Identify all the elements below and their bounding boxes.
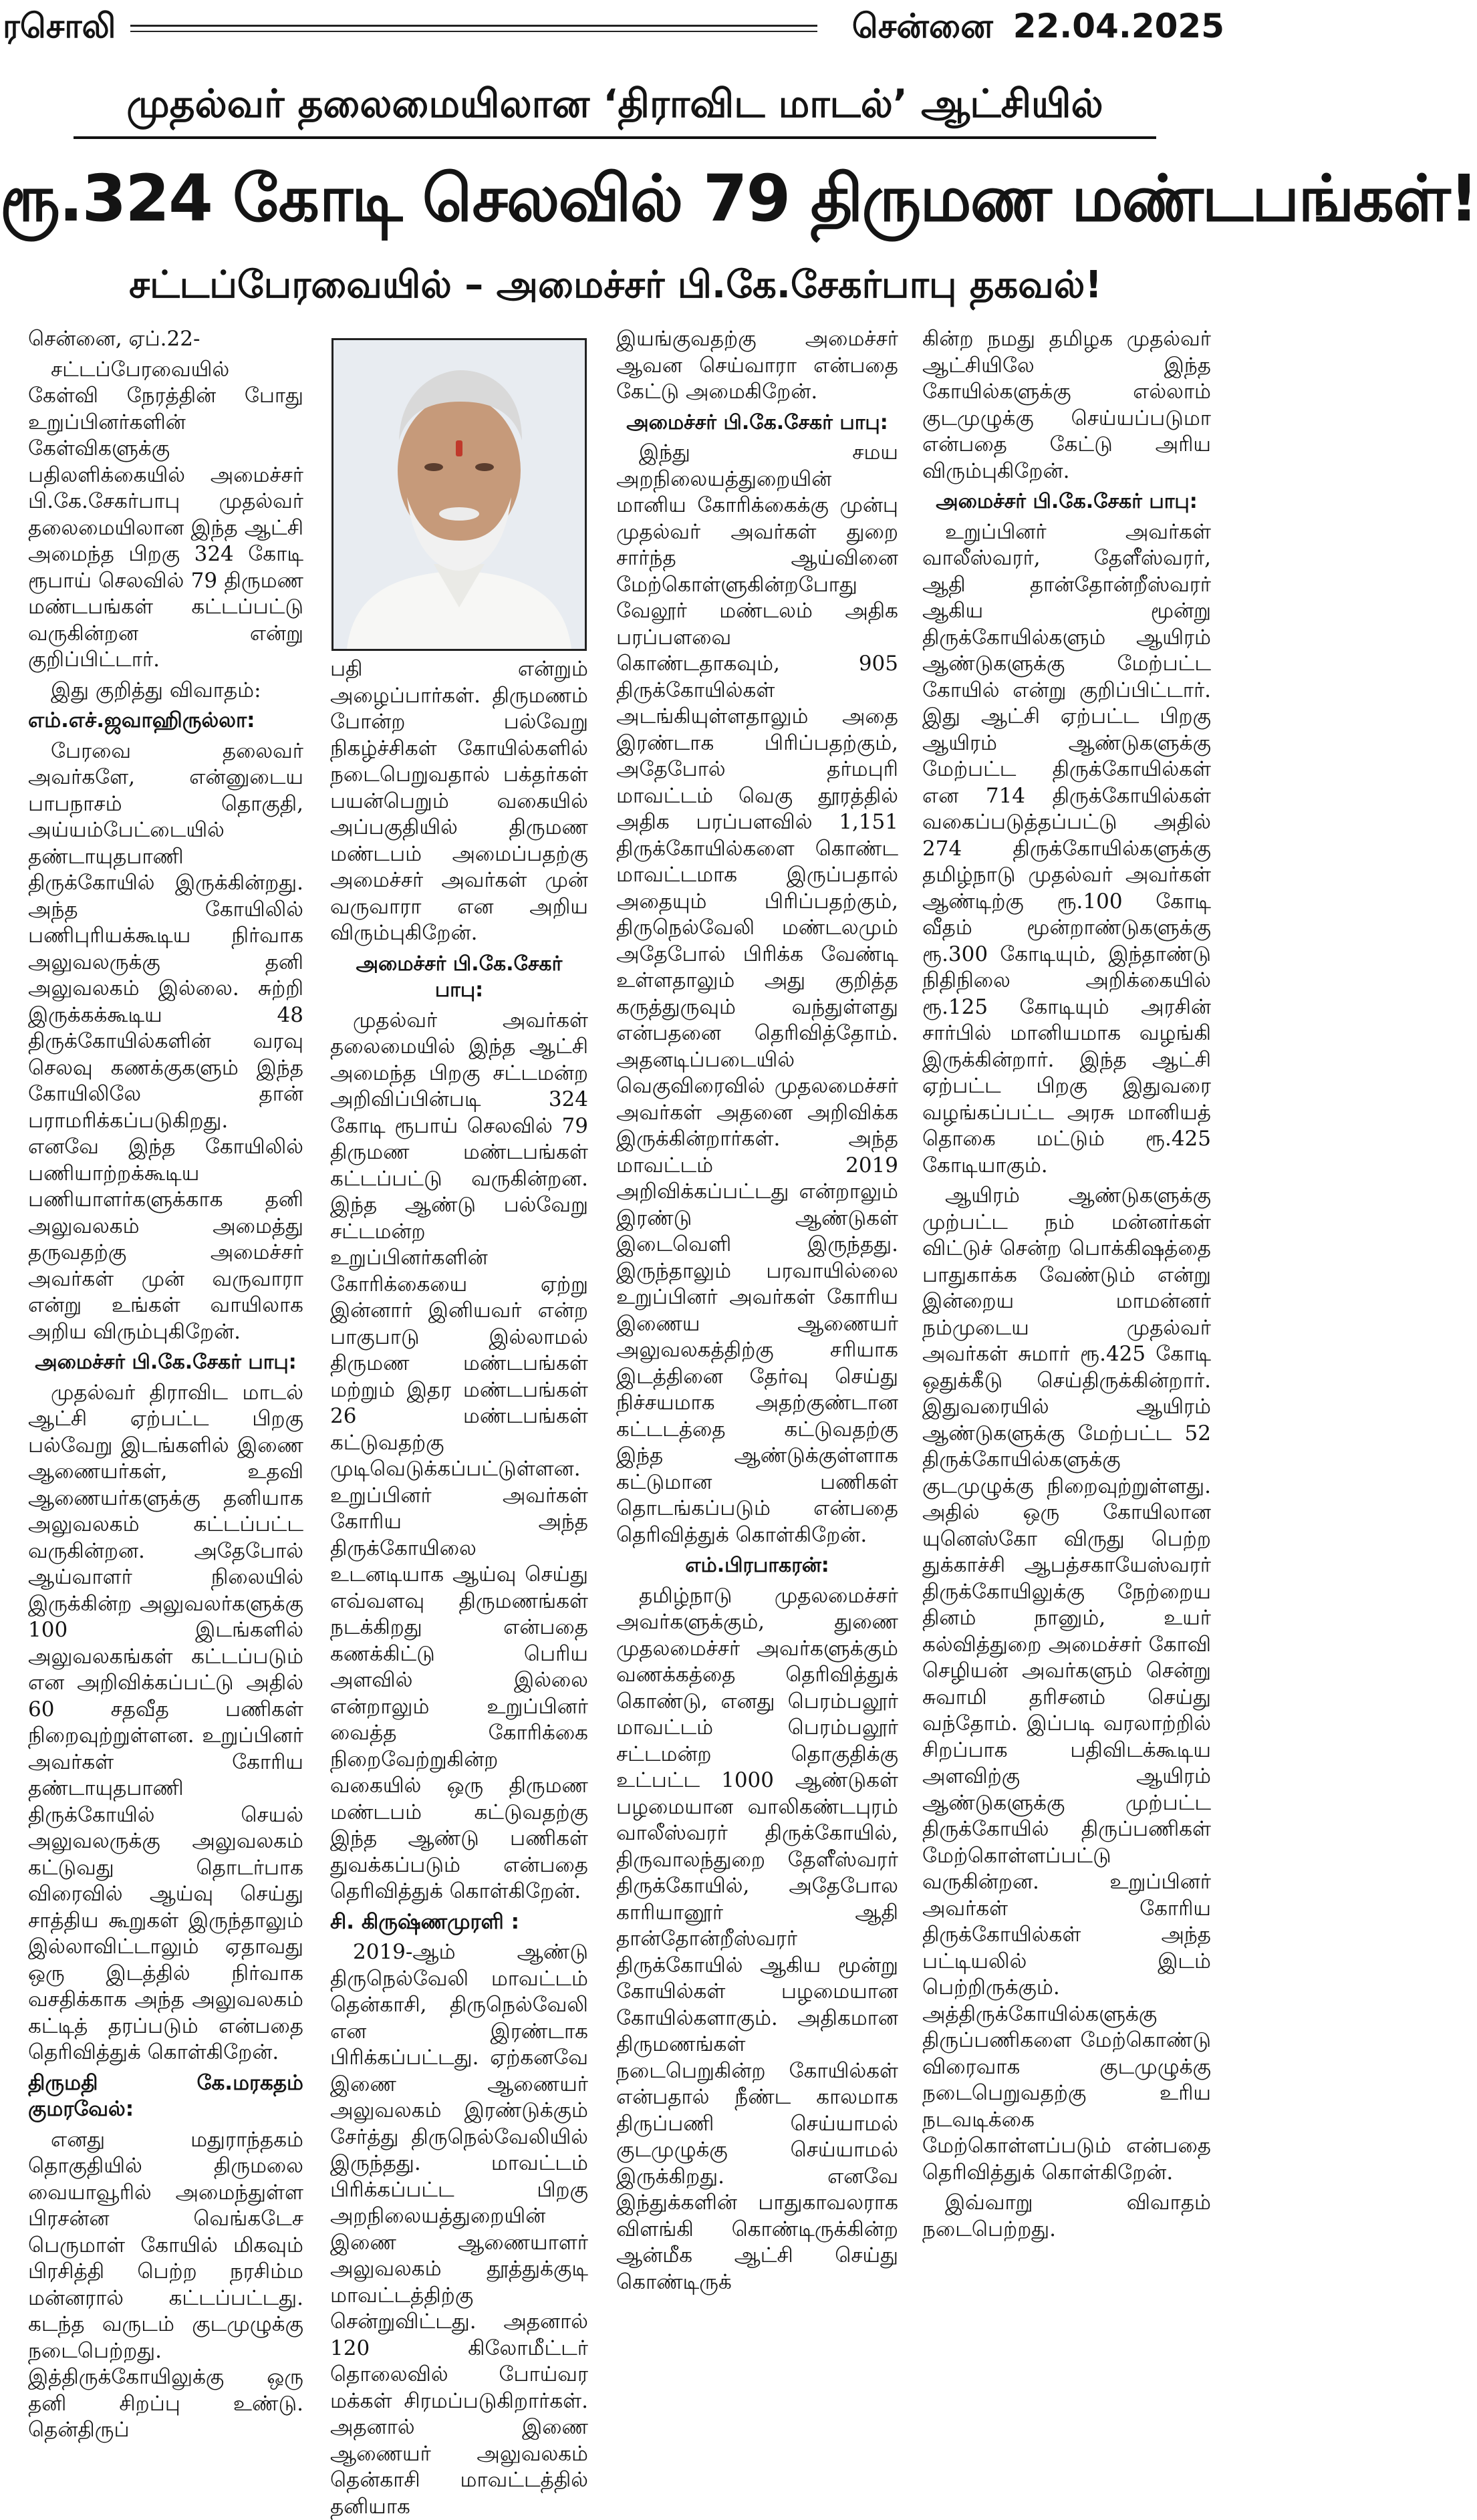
speaker-name: எம்.எச்.ஜவாஹிருல்லா: <box>28 708 255 732</box>
paragraph: உறுப்பினர் அவர்கள் வாலீஸ்வரர், தேளீஸ்வரர், ஆதி தான்தோன்றீஸ்வரர் ஆகிய மூன்று திருக்கோயில்களும் ஆயிரம் ஆண்டுகளுக்கு மேற்பட்ட கோயில் என்று குறிப்பிட்டார். இது ஆட்சி ஏற்பட்ட பிறகு ஆயிரம் ஆண்டுகளுக்கு மேற்பட்ட திருக்கோயில்கள் என 714 திருக்கோயில்கள் வகைப்படுத்தப்பட்டு அதில் 274 திருக்கோயில்களுக்கு தமிழ்நாடு முதல்வர் அவர்கள் ஆண்டிற்கு ரூ.100 கோடி வீதம் மூன்றாண்டுகளுக்கு ரூ.300 கோடியும், இந்தாண்டு நிதிநிலை அறிக்கையில் ரூ.125 கோடியும் அரசின் சார்பில் மானியமாக வழங்கி இருக்கின்றார். இந்த ஆட்சி ஏற்பட்ட பிறகு இதுவரை வழங்கப்பட்ட அரசு மானியத் தொகை மட்டும் ரூ.425 கோடியாகும். <box>922 519 1211 1177</box>
dateline-date: 22.04.2025 <box>1013 6 1224 45</box>
paragraph: தமிழ்நாடு முதலமைச்சர் அவர்களுக்கும், துணை முதலமைச்சர் அவர்களுக்கும் வணக்கத்தை தெரிவித்துக் கொண்டு, எனது பெரம்பலூர் மாவட்டம் பெரம்பலூர் சட்டமன்ற தொகுதிக்கு உட்பட்ட 1000 ஆண்டுகள் பழமையான வாலிகண்டபுரம் வாலீஸ்வரர் திருக்கோயில், திருவாலந்துறை தேளீஸ்வரர் திருக்கோயில், அதேபோல காரியானூர் ஆதி தான்தோன்றீஸ்வரர் திருக்கோயில் ஆகிய மூன்று கோயில்கள் பழமையான கோயில்களாகும். அதிகமான திருமணங்கள் நடைபெறுகின்ற கோயில்கள் என்பதால் நீண்ட காலமாக திருப்பணி செய்யாமல் குடமுழுக்கு செய்யாமல் இருக்கிறது. எனவே இந்துக்களின் பாதுகாவலராக விளங்கி கொண்டிருக்கின்ற ஆன்மீக ஆட்சி செய்து கொண்டிருக் <box>616 1583 898 2294</box>
speaker-name: அமைச்சர் பி.கே.சேகர் பாபு: <box>626 410 888 434</box>
paragraph: சட்டப்பேரவையில் கேள்வி நேரத்தின் போது உறுப்பினர்களின் கேள்விகளுக்கு பதிலளிக்கையில் அமைச்சர் பி.கே.சேகர்பாபு முதல்வர் தலைமையிலான இந்த ஆட்சி அமைந்த பிறகு 324 கோடி ரூபாய் செலவில் 79 திருமண மண்டபங்கள் கட்டப்பட்டு வருகின்றன என்று குறிப்பிட்டார். <box>28 357 303 672</box>
paragraph: பதி என்றும் அழைப்பார்கள். திருமணம் போன்ற பல்வேறு நிகழ்ச்சிகள் கோயில்களில் நடைபெறுவதால் பக்தர்கள் பயன்பெறும் வகையில் அப்பகுதியில் திருமண மண்டபம் அமைப்பதற்கு அமைச்சர் அவர்கள் முன் வருவாரா என அறிய விரும்புகிறேன். <box>330 657 588 945</box>
speaker-name: திருமதி கே.மரகதம் குமரவேல்: <box>28 2070 303 2121</box>
speaker-name: அமைச்சர் பி.கே.சேகர் பாபு: <box>356 952 563 1002</box>
paragraph: ஆயிரம் ஆண்டுகளுக்கு முற்பட்ட நம் மன்னர்கள் விட்டுச் சென்ற பொக்கிஷத்தை பாதுகாக்க வேண்டும் என்று இன்றைய மாமன்னர் நம்முடைய முதல்வர் அவர்கள் சுமார் ரூ.425 கோடி ஒதுக்கீடு செய்திருக்கின்றார். இதுவரையில் ஆயிரம் ஆண்டுகளுக்கு மேற்பட்ட 52 திருக்கோயில்களுக்கு குடமுழுக்கு நிறைவுற்றுள்ளது. அதில் ஒரு கோயிலான யுனெஸ்கோ விருது பெற்ற துக்காச்சி ஆபத்சகாயேஸ்வரர் திருக்கோயிலுக்கு நேற்றைய தினம் நானும், உயர் கல்வித்துறை அமைச்சர் கோவி செழியன் அவர்களும் சென்று சுவாமி தரிசனம் செய்து வந்தோம். இப்படி வரலாற்றில் சிறப்பாக பதிவிடக்கூடிய அளவிற்கு ஆயிரம் ஆண்டுகளுக்கு முற்பட்ட திருக்கோயில் திருப்பணிகள் மேற்கொள்ளப்பட்டு வருகின்றன. உறுப்பினர் அவர்கள் கோரிய திருக்கோயில்கள் அந்த பட்டியலில் இடம் பெற்றிருக்கும். அத்திருக்கோயில்களுக்கு திருப்பணிகளை மேற்கொண்டு விரைவாக குடமுழுக்கு நடைபெறுவதற்கு உரிய நடவடிக்கை மேற்கொள்ளப்படும் என்பதை தெரிவித்துக் கொள்கிறேன். <box>922 1183 1211 2185</box>
dateline-city: சென்னை <box>851 6 993 45</box>
dateline-lead: சென்னை, ஏப்.22- <box>28 327 200 351</box>
masthead-rule <box>130 25 817 32</box>
main-headline: ரூ.324 கோடி செலவில் 79 திருமண மண்டபங்கள்! <box>0 161 1477 236</box>
article-column-1 <box>28 326 303 2442</box>
article-column-2 <box>330 656 588 2519</box>
paragraph: இயங்குவதற்கு அமைச்சர் ஆவன செய்வாரா என்பதை கேட்டு அமைகிறேன். <box>616 327 898 404</box>
article-column-3 <box>616 326 898 2294</box>
paragraph: இந்து சமய அறநிலையத்துறையின் மானிய கோரிக்கைக்கு முன்பு முதல்வர் அவர்கள் துறை சார்ந்த ஆய்வினை மேற்கொள்ளுகின்றபோது வேலூர் மண்டலம் அதிக பரப்பளவை கொண்டதாகவும், 905 திருக்கோயில்கள் அடங்கியுள்ளதாலும் அதை இரண்டாக பிரிப்பதற்கும், அதேபோல் தர்மபுரி மாவட்டம் வெகு தூரத்தில் அதிக பரப்பளவில் 1,151 திருக்கோயில்களை கொண்ட மாவட்டமாக இருப்பதால் அதையும் பிரிப்பதற்கும், திருநெல்வேலி மண்டலமும் அதேபோல் பிரிக்க வேண்டி உள்ளதாலும் அது குறித்த கருத்துருவும் வந்துள்ளது என்பதனை தெரிவித்தோம். அதனடிப்படையில் வெகுவிரைவில் முதலமைச்சர் அவர்கள் அதனை அறிவிக்க இருக்கின்றார்கள். அந்த மாவட்டம் 2019 அறிவிக்கப்பட்டது என்றாலும் இரண்டு ஆண்டுகள் இடைவெளி இருந்தது. இருந்தாலும் பரவாயில்லை உறுப்பினர் அவர்கள் கோரிய இணைய ஆணையர் அலுவலகத்திற்கு சரியாக இடத்தினை தேர்வு செய்து நிச்சயமாக அதற்குண்டான கட்டடத்தை கட்டுவதற்கு இந்த ஆண்டுக்குள்ளாக கட்டுமான பணிகள் தொடங்கப்படும் என்பதை தெரிவித்துக் கொள்கிறேன். <box>616 440 898 1547</box>
dateline <box>832 7 1231 50</box>
paragraph: எனது மதுராந்தகம் தொகுதியில் திருமலை வையாவூரில் அமைந்துள்ள பிரசன்ன வெங்கடேச பெருமாள் கோயில் மிகவும் பிரசித்தி பெற்ற நரசிம்ம மன்னரால் கட்டப்பட்டது. கடந்த வருடம் குடமுழுக்கு நடைபெற்றது. இத்திருக்கோயிலுக்கு ஒரு தனி சிறப்பு உண்டு. தென்திருப் <box>28 2127 303 2442</box>
speaker-name: அமைச்சர் பி.கே.சேகர் பாபு: <box>936 490 1198 513</box>
paragraph: 2019-ஆம் ஆண்டு திருநெல்வேலி மாவட்டம் தென்காசி, திருநெல்வேலி என இரண்டாக பிரிக்கப்பட்டது. ஏற்கனவே இணை ஆணையர் அலுவலகம் இரண்டுக்கும் சேர்த்து திருநெல்வேலியில் இருந்தது. மாவட்டம் பிரிக்கப்பட்ட பிறகு அறநிலையத்துறையின் இணை ஆணையாளர் அலுவலகம் தூத்துக்குடி மாவட்டத்திற்கு சென்றுவிட்டது. அதனால் 120 கிலோமீட்டர் தொலைவில் போய்வர மக்கள் சிரமப்படுகிறார்கள். அதனால் இணை ஆணையர் அலுவலகம் தென்காசி மாவட்டத்தில் தனியாக <box>330 1940 588 2519</box>
portrait-image <box>333 340 585 649</box>
newspaper-name: ரசொலி <box>3 6 116 45</box>
kicker-headline: முதல்வர் தலைமையிலான ‘திராவிட மாடல்’ ஆட்சியில் <box>74 75 1156 139</box>
minister-photo <box>331 338 587 651</box>
paragraph: இது குறித்து விவாதம்: <box>51 678 261 702</box>
paragraph: முதல்வர் திராவிட மாடல் ஆட்சி ஏற்பட்ட பிறகு பல்வேறு இடங்களில் இணை ஆணையர்கள், உதவி ஆணையர்களுக்கு தனியாக அலுவலகம் கட்டப்பட்ட வருகின்றன. அதேபோல் ஆய்வாளர் நிலையில் இருக்கின்ற அலுவலர்களுக்கு 100 இடங்களில் அலுவலகங்கள் கட்டப்படும் என அறிவிக்கப்பட்டு அதில் 60 சதவீத பணிகள் நிறைவுற்றுள்ளன. உறுப்பினர் அவர்கள் கோரிய தண்டாயுதபாணி திருக்கோயில் செயல் அலுவலருக்கு அலுவலகம் கட்டுவது தொடர்பாக விரைவில் ஆய்வு செய்து சாத்திய கூறுகள் இருந்தாலும் இல்லாவிட்டாலும் ஏதாவது ஒரு இடத்தில் நிர்வாக வசதிக்காக அந்த அலுவலகம் கட்டித் தரப்படும் என்பதை தெரிவித்துக் கொள்கிறேன். <box>28 1380 303 2064</box>
paragraph: கின்ற நமது தமிழக முதல்வர் ஆட்சியிலே இந்த கோயில்களுக்கு எல்லாம் குடமுழுக்கு செய்யப்படுமா என்பதை கேட்டு அரிய விரும்புகிறேன். <box>922 327 1211 483</box>
speaker-name: அமைச்சர் பி.கே.சேகர் பாபு: <box>35 1351 297 1374</box>
paragraph: இவ்வாறு விவாதம் நடைபெற்றது. <box>922 2191 1211 2241</box>
paragraph: முதல்வர் அவர்கள் தலைமையில் இந்த ஆட்சி அமைந்த பிறகு சட்டமன்ற அறிவிப்பின்படி 324 கோடி ரூபாய் செலவில் 79 திருமண மண்டபங்கள் கட்டப்பட்டு வருகின்றன. இந்த ஆண்டு பல்வேறு சட்டமன்ற உறுப்பினர்களின் கோரிக்கையை ஏற்று இன்னார் இனியவர் என்ற பாகுபாடு இல்லாமல் திருமண மண்டபங்கள் மற்றும் இதர மண்டபங்கள் 26 மண்டபங்கள் கட்டுவதற்கு முடிவெடுக்கப்பட்டுள்ளன. உறுப்பினர் அவர்கள் கோரிய அந்த திருக்கோயிலை உடனடியாக ஆய்வு செய்து எவ்வளவு திருமணங்கள் நடக்கிறது என்பதை கணக்கிட்டு பெரிய அளவில் இல்லை என்றாலும் உறுப்பினர் வைத்த கோரிக்கை நிறைவேற்றுகின்ற வகையில் ஒரு திருமண மண்டபம் கட்டுவதற்கு இந்த ஆண்டு பணிகள் துவக்கப்படும் என்பதை தெரிவித்துக் கொள்கிறேன். <box>330 1008 588 1903</box>
masthead <box>0 0 1231 56</box>
speaker-name: சி. கிருஷ்ணமுரளி : <box>330 1909 520 1934</box>
sub-headline: சட்டப்பேரவையில் – அமைச்சர் பி.கே.சேகர்பாபு தகவல்! <box>129 263 1102 307</box>
speaker-name: எம்.பிரபாகரன்: <box>685 1554 829 1577</box>
article-column-4 <box>922 326 1211 2241</box>
paragraph: பேரவை தலைவர் அவர்களே, என்னுடைய பாபநாசம் தொகுதி, அய்யம்பேட்டையில் தண்டாயுதபாணி திருக்கோயில் இருக்கின்றது. அந்த கோயிலில் பணிபுரியக்கூடிய நிர்வாக அலுவலருக்கு தனி அலுவலகம் இல்லை. சுற்றி இருக்கக்கூடிய 48 திருக்கோயில்களின் வரவு செலவு கணக்குகளும் இந்த கோயிலிலே தான் பராமரிக்கப்படுகிறது. எனவே இந்த கோயிலில் பணியாற்றக்கூடிய பணியாளர்களுக்காக தனி அலுவலகம் அமைத்து தருவதற்கு அமைச்சர் அவர்கள் முன் வருவாரா என்று உங்கள் வாயிலாக அறிய விரும்புகிறேன். <box>28 738 303 1344</box>
